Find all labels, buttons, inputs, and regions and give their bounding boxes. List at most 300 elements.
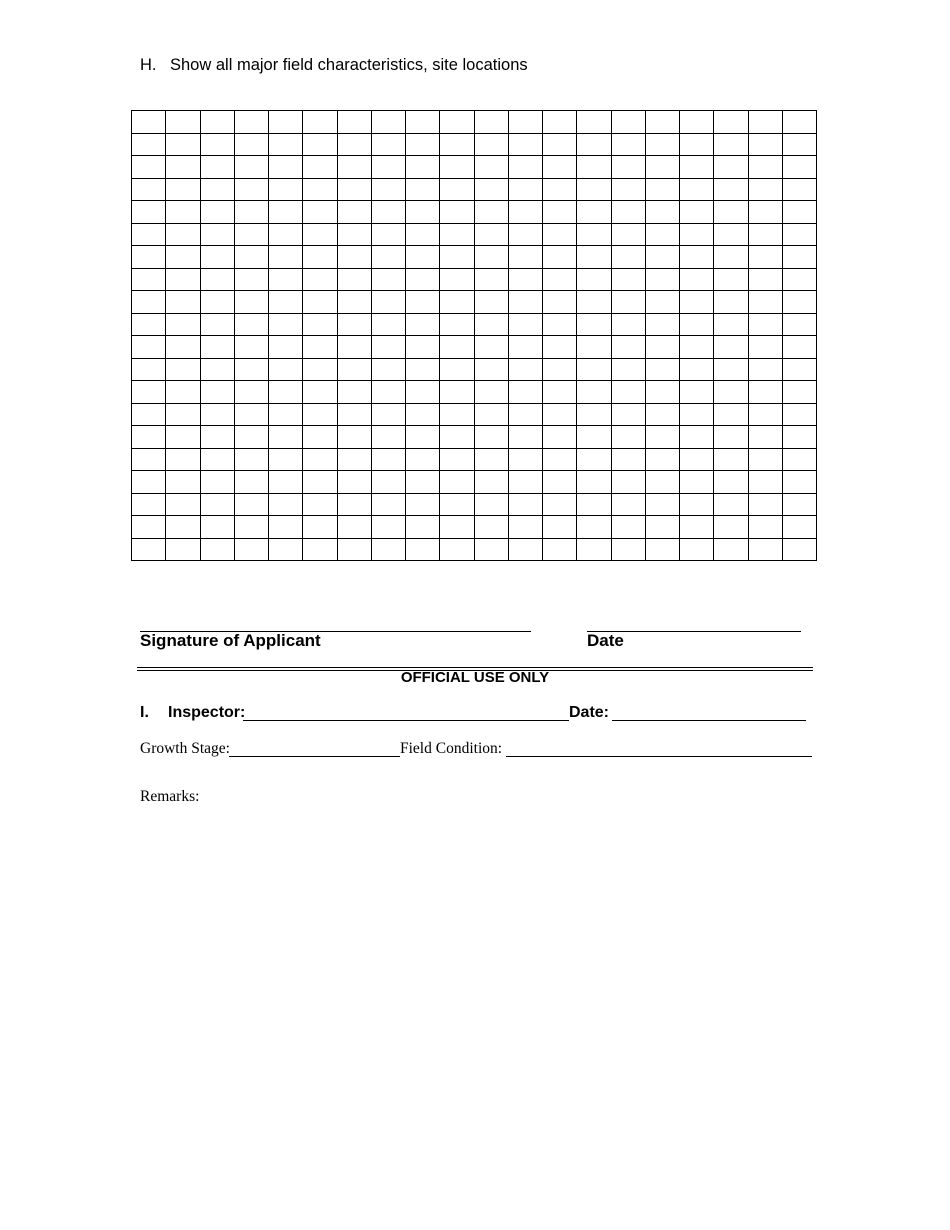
grid-cell[interactable] — [406, 471, 440, 494]
grid-cell[interactable] — [406, 516, 440, 539]
grid-cell[interactable] — [645, 381, 679, 404]
grid-cell[interactable] — [303, 381, 337, 404]
grid-cell[interactable] — [645, 201, 679, 224]
grid-cell[interactable] — [166, 381, 200, 404]
grid-cell[interactable] — [748, 156, 782, 179]
grid-cell[interactable] — [337, 156, 371, 179]
grid-cell[interactable] — [714, 381, 748, 404]
grid-cell[interactable] — [440, 358, 474, 381]
grid-cell[interactable] — [337, 493, 371, 516]
grid-cell[interactable] — [714, 223, 748, 246]
grid-cell[interactable] — [303, 201, 337, 224]
grid-cell[interactable] — [645, 133, 679, 156]
grid-cell[interactable] — [543, 426, 577, 449]
grid-cell[interactable] — [508, 336, 542, 359]
grid-cell[interactable] — [748, 223, 782, 246]
grid-cell[interactable] — [680, 358, 714, 381]
grid-cell[interactable] — [200, 403, 234, 426]
grid-cell[interactable] — [371, 291, 405, 314]
grid-cell[interactable] — [371, 223, 405, 246]
grid-cell[interactable] — [371, 448, 405, 471]
grid-cell[interactable] — [680, 493, 714, 516]
grid-cell[interactable] — [200, 223, 234, 246]
grid-cell[interactable] — [200, 381, 234, 404]
grid-cell[interactable] — [303, 516, 337, 539]
grid-cell[interactable] — [166, 471, 200, 494]
grid-cell[interactable] — [782, 313, 816, 336]
grid-cell[interactable] — [508, 426, 542, 449]
grid-cell[interactable] — [337, 381, 371, 404]
grid-cell[interactable] — [200, 426, 234, 449]
grid-cell[interactable] — [714, 178, 748, 201]
grid-cell[interactable] — [543, 493, 577, 516]
grid-cell[interactable] — [269, 133, 303, 156]
grid-cell[interactable] — [234, 201, 268, 224]
grid-cell[interactable] — [440, 133, 474, 156]
grid-cell[interactable] — [645, 291, 679, 314]
grid-cell[interactable] — [474, 516, 508, 539]
grid-cell[interactable] — [782, 403, 816, 426]
grid-cell[interactable] — [748, 336, 782, 359]
grid-cell[interactable] — [782, 133, 816, 156]
grid-cell[interactable] — [440, 291, 474, 314]
grid-cell[interactable] — [166, 448, 200, 471]
grid-cell[interactable] — [132, 448, 166, 471]
grid-cell[interactable] — [234, 268, 268, 291]
grid-cell[interactable] — [577, 156, 611, 179]
grid-cell[interactable] — [303, 336, 337, 359]
grid-cell[interactable] — [440, 268, 474, 291]
grid-cell[interactable] — [337, 336, 371, 359]
grid-cell[interactable] — [371, 201, 405, 224]
grid-cell[interactable] — [269, 448, 303, 471]
grid-cell[interactable] — [166, 201, 200, 224]
grid-cell[interactable] — [337, 246, 371, 269]
grid-cell[interactable] — [337, 358, 371, 381]
grid-cell[interactable] — [200, 516, 234, 539]
grid-cell[interactable] — [303, 358, 337, 381]
grid-cell[interactable] — [303, 291, 337, 314]
grid-cell[interactable] — [748, 448, 782, 471]
grid-cell[interactable] — [611, 201, 645, 224]
grid-cell[interactable] — [406, 448, 440, 471]
grid-cell[interactable] — [748, 133, 782, 156]
grid-cell[interactable] — [440, 223, 474, 246]
grid-cell[interactable] — [680, 156, 714, 179]
grid-cell[interactable] — [680, 471, 714, 494]
grid-cell[interactable] — [508, 201, 542, 224]
grid-cell[interactable] — [474, 336, 508, 359]
grid-cell[interactable] — [611, 313, 645, 336]
grid-cell[interactable] — [782, 426, 816, 449]
grid-cell[interactable] — [371, 493, 405, 516]
grid-cell[interactable] — [645, 111, 679, 134]
grid-cell[interactable] — [406, 201, 440, 224]
grid-cell[interactable] — [508, 111, 542, 134]
grid-cell[interactable] — [303, 268, 337, 291]
grid-cell[interactable] — [508, 538, 542, 561]
grid-cell[interactable] — [543, 223, 577, 246]
grid-cell[interactable] — [234, 381, 268, 404]
grid-cell[interactable] — [303, 403, 337, 426]
grid-cell[interactable] — [714, 156, 748, 179]
grid-cell[interactable] — [474, 448, 508, 471]
grid-cell[interactable] — [474, 133, 508, 156]
grid-cell[interactable] — [234, 336, 268, 359]
grid-cell[interactable] — [234, 246, 268, 269]
grid-cell[interactable] — [371, 381, 405, 404]
grid-cell[interactable] — [611, 538, 645, 561]
grid-cell[interactable] — [337, 538, 371, 561]
grid-cell[interactable] — [714, 493, 748, 516]
grid-cell[interactable] — [440, 178, 474, 201]
grid-cell[interactable] — [508, 268, 542, 291]
grid-cell[interactable] — [200, 493, 234, 516]
grid-cell[interactable] — [748, 291, 782, 314]
grid-cell[interactable] — [543, 381, 577, 404]
grid-cell[interactable] — [132, 336, 166, 359]
grid-cell[interactable] — [337, 111, 371, 134]
grid-cell[interactable] — [577, 111, 611, 134]
grid-cell[interactable] — [714, 111, 748, 134]
grid-cell[interactable] — [440, 313, 474, 336]
grid-cell[interactable] — [782, 156, 816, 179]
grid-cell[interactable] — [645, 516, 679, 539]
grid-cell[interactable] — [371, 246, 405, 269]
grid-cell[interactable] — [337, 448, 371, 471]
grid-cell[interactable] — [577, 336, 611, 359]
grid-cell[interactable] — [714, 291, 748, 314]
grid-cell[interactable] — [132, 178, 166, 201]
grid-cell[interactable] — [611, 358, 645, 381]
grid-cell[interactable] — [645, 313, 679, 336]
grid-cell[interactable] — [303, 223, 337, 246]
grid-cell[interactable] — [680, 223, 714, 246]
grid-cell[interactable] — [200, 178, 234, 201]
grid-cell[interactable] — [474, 246, 508, 269]
grid-cell[interactable] — [234, 426, 268, 449]
grid-cell[interactable] — [680, 538, 714, 561]
grid-cell[interactable] — [406, 313, 440, 336]
grid-cell[interactable] — [269, 111, 303, 134]
grid-cell[interactable] — [406, 336, 440, 359]
grid-cell[interactable] — [508, 403, 542, 426]
grid-cell[interactable] — [577, 223, 611, 246]
grid-cell[interactable] — [714, 426, 748, 449]
grid-cell[interactable] — [474, 111, 508, 134]
grid-cell[interactable] — [166, 268, 200, 291]
grid-cell[interactable] — [200, 111, 234, 134]
grid-cell[interactable] — [303, 156, 337, 179]
grid-cell[interactable] — [680, 426, 714, 449]
grid-cell[interactable] — [782, 358, 816, 381]
grid-cell[interactable] — [269, 471, 303, 494]
grid-cell[interactable] — [748, 246, 782, 269]
grid-cell[interactable] — [234, 156, 268, 179]
grid-cell[interactable] — [611, 471, 645, 494]
grid-cell[interactable] — [166, 178, 200, 201]
grid-cell[interactable] — [577, 133, 611, 156]
grid-cell[interactable] — [508, 448, 542, 471]
grid-cell[interactable] — [680, 448, 714, 471]
grid-cell[interactable] — [406, 133, 440, 156]
grid-cell[interactable] — [508, 133, 542, 156]
grid-cell[interactable] — [645, 493, 679, 516]
field-grid[interactable] — [131, 110, 817, 561]
grid-cell[interactable] — [543, 403, 577, 426]
grid-cell[interactable] — [303, 246, 337, 269]
grid-cell[interactable] — [782, 268, 816, 291]
grid-cell[interactable] — [337, 403, 371, 426]
grid-cell[interactable] — [577, 291, 611, 314]
grid-cell[interactable] — [406, 493, 440, 516]
grid-cell[interactable] — [543, 178, 577, 201]
grid-cell[interactable] — [782, 448, 816, 471]
grid-cell[interactable] — [371, 426, 405, 449]
grid-cell[interactable] — [371, 403, 405, 426]
grid-cell[interactable] — [440, 156, 474, 179]
grid-cell[interactable] — [406, 426, 440, 449]
grid-cell[interactable] — [371, 471, 405, 494]
grid-cell[interactable] — [200, 471, 234, 494]
grid-cell[interactable] — [406, 291, 440, 314]
grid-cell[interactable] — [132, 516, 166, 539]
grid-cell[interactable] — [611, 268, 645, 291]
grid-cell[interactable] — [269, 336, 303, 359]
grid-cell[interactable] — [508, 223, 542, 246]
grid-cell[interactable] — [474, 156, 508, 179]
grid-cell[interactable] — [269, 538, 303, 561]
grid-cell[interactable] — [406, 538, 440, 561]
grid-cell[interactable] — [200, 336, 234, 359]
grid-cell[interactable] — [132, 223, 166, 246]
grid-cell[interactable] — [748, 178, 782, 201]
grid-cell[interactable] — [474, 471, 508, 494]
grid-cell[interactable] — [577, 246, 611, 269]
grid-cell[interactable] — [132, 471, 166, 494]
grid-cell[interactable] — [440, 201, 474, 224]
grid-cell[interactable] — [166, 358, 200, 381]
grid-cell[interactable] — [543, 538, 577, 561]
grid-cell[interactable] — [337, 201, 371, 224]
grid-cell[interactable] — [782, 471, 816, 494]
grid-cell[interactable] — [782, 178, 816, 201]
grid-cell[interactable] — [371, 336, 405, 359]
grid-cell[interactable] — [645, 471, 679, 494]
grid-cell[interactable] — [303, 133, 337, 156]
grid-cell[interactable] — [508, 381, 542, 404]
grid-cell[interactable] — [337, 516, 371, 539]
grid-cell[interactable] — [269, 403, 303, 426]
grid-cell[interactable] — [680, 268, 714, 291]
grid-cell[interactable] — [611, 133, 645, 156]
grid-cell[interactable] — [645, 358, 679, 381]
grid-cell[interactable] — [782, 246, 816, 269]
grid-cell[interactable] — [337, 268, 371, 291]
inspector-field[interactable] — [243, 720, 569, 721]
grid-cell[interactable] — [269, 516, 303, 539]
grid-cell[interactable] — [303, 493, 337, 516]
grid-cell[interactable] — [680, 336, 714, 359]
grid-cell[interactable] — [337, 426, 371, 449]
grid-cell[interactable] — [611, 403, 645, 426]
grid-cell[interactable] — [543, 313, 577, 336]
grid-cell[interactable] — [269, 268, 303, 291]
grid-cell[interactable] — [645, 246, 679, 269]
grid-cell[interactable] — [680, 201, 714, 224]
grid-cell[interactable] — [234, 403, 268, 426]
grid-cell[interactable] — [269, 381, 303, 404]
grid-cell[interactable] — [371, 268, 405, 291]
grid-cell[interactable] — [508, 313, 542, 336]
grid-cell[interactable] — [200, 313, 234, 336]
grid-cell[interactable] — [577, 493, 611, 516]
grid-cell[interactable] — [269, 156, 303, 179]
grid-cell[interactable] — [543, 133, 577, 156]
grid-cell[interactable] — [474, 403, 508, 426]
grid-cell[interactable] — [269, 291, 303, 314]
grid-cell[interactable] — [645, 178, 679, 201]
grid-cell[interactable] — [714, 246, 748, 269]
grid-cell[interactable] — [269, 493, 303, 516]
grid-cell[interactable] — [714, 268, 748, 291]
grid-cell[interactable] — [234, 223, 268, 246]
grid-cell[interactable] — [234, 516, 268, 539]
grid-cell[interactable] — [166, 246, 200, 269]
grid-cell[interactable] — [234, 291, 268, 314]
grid-cell[interactable] — [474, 178, 508, 201]
grid-cell[interactable] — [234, 358, 268, 381]
grid-cell[interactable] — [132, 381, 166, 404]
grid-cell[interactable] — [577, 471, 611, 494]
grid-cell[interactable] — [577, 448, 611, 471]
grid-cell[interactable] — [303, 426, 337, 449]
grid-cell[interactable] — [508, 471, 542, 494]
grid-cell[interactable] — [611, 448, 645, 471]
grid-cell[interactable] — [200, 201, 234, 224]
grid-cell[interactable] — [440, 111, 474, 134]
grid-cell[interactable] — [577, 313, 611, 336]
grid-cell[interactable] — [508, 246, 542, 269]
grid-cell[interactable] — [714, 538, 748, 561]
grid-cell[interactable] — [474, 538, 508, 561]
grid-cell[interactable] — [577, 538, 611, 561]
grid-cell[interactable] — [543, 291, 577, 314]
grid-cell[interactable] — [748, 516, 782, 539]
grid-cell[interactable] — [543, 156, 577, 179]
grid-cell[interactable] — [132, 493, 166, 516]
grid-cell[interactable] — [337, 313, 371, 336]
grid-cell[interactable] — [714, 516, 748, 539]
grid-cell[interactable] — [611, 516, 645, 539]
grid-cell[interactable] — [132, 201, 166, 224]
grid-cell[interactable] — [680, 516, 714, 539]
grid-cell[interactable] — [166, 426, 200, 449]
grid-cell[interactable] — [337, 178, 371, 201]
grid-cell[interactable] — [748, 381, 782, 404]
grid-cell[interactable] — [234, 471, 268, 494]
grid-cell[interactable] — [474, 426, 508, 449]
grid-cell[interactable] — [543, 471, 577, 494]
grid-cell[interactable] — [611, 426, 645, 449]
grid-cell[interactable] — [748, 313, 782, 336]
grid-cell[interactable] — [440, 538, 474, 561]
grid-cell[interactable] — [406, 156, 440, 179]
grid-cell[interactable] — [474, 358, 508, 381]
grid-cell[interactable] — [234, 178, 268, 201]
grid-cell[interactable] — [474, 313, 508, 336]
grid-cell[interactable] — [645, 268, 679, 291]
grid-cell[interactable] — [474, 223, 508, 246]
grid-cell[interactable] — [234, 111, 268, 134]
grid-cell[interactable] — [680, 111, 714, 134]
grid-cell[interactable] — [474, 201, 508, 224]
grid-cell[interactable] — [234, 133, 268, 156]
grid-cell[interactable] — [371, 538, 405, 561]
grid-cell[interactable] — [303, 313, 337, 336]
grid-cell[interactable] — [748, 111, 782, 134]
grid-cell[interactable] — [748, 358, 782, 381]
grid-cell[interactable] — [611, 223, 645, 246]
grid-cell[interactable] — [645, 426, 679, 449]
grid-cell[interactable] — [166, 223, 200, 246]
grid-cell[interactable] — [132, 111, 166, 134]
grid-cell[interactable] — [714, 133, 748, 156]
grid-cell[interactable] — [474, 493, 508, 516]
grid-cell[interactable] — [200, 268, 234, 291]
grid-cell[interactable] — [200, 448, 234, 471]
grid-cell[interactable] — [714, 201, 748, 224]
grid-cell[interactable] — [440, 448, 474, 471]
grid-cell[interactable] — [440, 516, 474, 539]
grid-cell[interactable] — [474, 268, 508, 291]
grid-cell[interactable] — [371, 133, 405, 156]
grid-cell[interactable] — [166, 291, 200, 314]
grid-cell[interactable] — [782, 111, 816, 134]
grid-cell[interactable] — [269, 223, 303, 246]
grid-cell[interactable] — [440, 493, 474, 516]
grid-cell[interactable] — [371, 111, 405, 134]
grid-cell[interactable] — [645, 223, 679, 246]
grid-cell[interactable] — [371, 516, 405, 539]
grid-cell[interactable] — [303, 448, 337, 471]
grid-cell[interactable] — [577, 516, 611, 539]
grid-cell[interactable] — [714, 471, 748, 494]
grid-cell[interactable] — [508, 156, 542, 179]
grid-cell[interactable] — [166, 538, 200, 561]
grid-cell[interactable] — [166, 403, 200, 426]
grid-cell[interactable] — [166, 133, 200, 156]
grid-cell[interactable] — [474, 381, 508, 404]
grid-cell[interactable] — [166, 336, 200, 359]
grid-cell[interactable] — [714, 358, 748, 381]
grid-cell[interactable] — [543, 448, 577, 471]
grid-cell[interactable] — [714, 336, 748, 359]
grid-cell[interactable] — [474, 291, 508, 314]
grid-cell[interactable] — [269, 201, 303, 224]
grid-cell[interactable] — [508, 358, 542, 381]
grid-cell[interactable] — [611, 178, 645, 201]
grid-cell[interactable] — [680, 178, 714, 201]
grid-cell[interactable] — [748, 493, 782, 516]
grid-cell[interactable] — [645, 403, 679, 426]
grid-cell[interactable] — [645, 156, 679, 179]
grid-cell[interactable] — [714, 403, 748, 426]
grid-cell[interactable] — [508, 516, 542, 539]
grid-cell[interactable] — [406, 268, 440, 291]
grid-cell[interactable] — [406, 358, 440, 381]
grid-cell[interactable] — [132, 403, 166, 426]
